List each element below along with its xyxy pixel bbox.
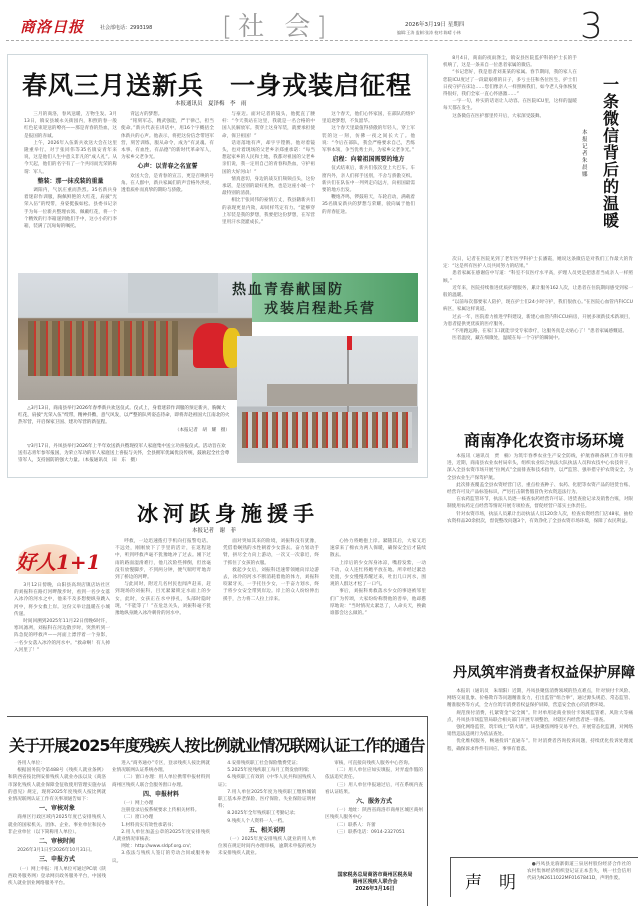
paragraph: 呼救，一边迅速拨打手机向打报警电话。不远处，刚刚放下了手里的活计，在返程途中，听到呼救声毫不犹豫地冲了过去。刚下过雨的路面湿滑难行，他几次险些摔倒，但丝毫没有放慢脚步，不到两分钟，便气喘吁吁地奔到了桥边的河畔。 <box>115 539 211 581</box>
subheading: 启程：向着祖国需要的地方 <box>332 156 405 164</box>
photo-credit-2: （本报通讯员 田 东 摄） <box>82 458 140 464</box>
paragraph: 7.用人单位2025年度为残疾职工缴纳城镇职工基本养老保险、医疗保险、失业保险证明材料； <box>218 789 316 810</box>
danfeng-body <box>447 688 633 840</box>
paragraph: “铭刻军志，精武强能，严于律己，担当使命。”新兵代表在讲话中，用16个字概括全体新兵的心声。他表示，将把这份信念带进军营，刻苦训练，服从命令，成为“有灵魂、有本事、有血性、有品德”的新时代革命军人，为家乡父老争光。 <box>121 119 214 161</box>
paragraph: 时间回溯到2025年11月22日傍晚6时许，寒风凛冽，刘振科在河边散步时，突然听到一阵急促的呼救声——河面上漂浮着一个身影，一名少女落入冰冷的河水中。“救命啊！有人掉入河里了！” <box>14 619 110 653</box>
paragraph: 欢送大会，是青春的宣言，更是召唤的号角。在人群中，新兵家属们的声音格外洪亮，透着质朴而真挚的期盼与骄傲。 <box>121 173 214 194</box>
rescue-byline: 本报记者 谢 菲 <box>192 528 237 534</box>
paragraph: 针对农资市场，执法人员累计出动执法人员120余人次，检查农资经营门店48家，抽检农资样品20余批次，督促整改问题3个，有效净化了全县农资市场环境，保障了农民利益。 <box>447 511 633 524</box>
paragraph: 5.2025年度残疾职工每月工资发放明细； <box>227 768 313 774</box>
paragraph: （二）联系人：许蕾 <box>334 822 376 828</box>
text-column <box>8 760 106 897</box>
photo-soldiers-square <box>237 336 418 463</box>
text-column <box>24 111 117 251</box>
shangnan-headline: 商南净化农资市场环境 <box>464 431 625 450</box>
paragraph: 鞭炮齐鸣，锣鼓喧天，车轮启动，满载着35名镇安新兵的梦想与荣耀，驶向属于他们的青春征途。 <box>322 195 415 215</box>
text-column <box>14 582 110 692</box>
paragraph: 三月的商洛，春风送暖，万物生发。3月13日，镇安县城永关街园内，和煦的春一般红色花束迎送的嘹亮——那是青春的热血，这是报国的赤诚。 <box>24 112 117 139</box>
text-column <box>112 760 210 897</box>
paragraph: “不用跑远路，在家门口就能享受专家诊疗，这服务真是太贴心了！”患者家属感慨道。 <box>452 329 627 335</box>
page-number: 3 <box>580 6 603 47</box>
section-title: [社 会] <box>222 12 333 42</box>
statement-title: 声 明 <box>465 873 516 893</box>
paragraph: 与此同时，附近几名村民也闻声赶来，赶到现场的刘振科，目光紧紧锁定水面上的少女，此时，女孩正在水中挣扎，头部时隐时现，“不能等了！”在危急关头，刘振科毫不犹豫地纵身跳入冰冷刺骨的河水中。 <box>115 582 211 617</box>
lead-byline: 本报通讯员 夏泽梅 李 雨 <box>175 101 247 107</box>
paragraph: 近年来，医院持续推进优质护理服务，累计服务162人次，让患者在住院期间感受到家一般的温暖。 <box>443 285 633 299</box>
paragraph: （一）2025年度安排残疾人就业的用人单位须在规定时间内办理审核，逾期未申报的视为未安排残疾人就业。 <box>218 837 316 857</box>
paragraph: 面对突如其来的险境，刘振科没有犹豫，凭借着娴熟的水性朝着少女游去。奋力划动手臂，拼尽全力向上游动，一次又一次靠近，终于抓住了女孩的衣服。 <box>223 539 319 566</box>
photo-caption-1: △3月13日，商南县举行2026年春季新兵欢送仪式。仪式上，身着迷彩作训服的预定新兵，胸佩大红花，肩披“光荣入伍”绶带，精神抖擞，意气风发，以严整的队列姿态待命，即将奔赴祖国大江南北的火热军营，开启保家卫国、建功军营的新征程。 （本报记者 胡 耀 摄） <box>18 406 230 433</box>
issue-date: 2026年3月19日 星期四 <box>405 22 465 28</box>
paragraph: 此次排查覆盖全县农资经营门店，重点检查种子、农药、化肥等农资产品的进货台账、经营许可及产品标签标识，严厉打击制售假冒伪劣农资违法行为。 <box>447 482 633 496</box>
paragraph: 8.2025年全年残疾职工考勤记录； <box>227 811 299 817</box>
paragraph: 商州区行政区域内2025年度已安排残疾人就业的国家机关、团体、企业、事业单位和民办非企业单位（以下简称用人单位）。 <box>8 815 106 835</box>
paragraph: 事后，刘振科勇救落水少女的事迹被邻里们广为传颂，大家纷纷称赞他的善举，他却憨厚地说：“当时情况太紧急了，人命关天，换做谁都会这么做的。” <box>330 589 426 617</box>
statement-body: ●丹凤县龙驹寨街道三泉居村股份经济合作社的农村集体经济组织登记证正本丢失，统一社会信用代码为N2611022MF0167841D，声明作废。 <box>527 862 631 882</box>
paragraph: 相比于张同伟的豪情万丈，我县籍新兵们的表现更显内敛，却同样笃定有力。“能够穿上军装是我的梦想，我要把这份梦想，在军营里用汗水浇灌成长。” <box>222 198 315 226</box>
paragraph: 心协力将她抱上岸。紧随其后，大家又迅速拿来了棉衣为两人保暖，确保安全后才陆续散去。 <box>330 539 426 559</box>
paragraph: （二）用人单位应如实填报，对弄虚作假的依法追究责任。 <box>325 768 423 781</box>
paragraph: （一）网上办理 <box>121 801 154 807</box>
text-column <box>330 538 426 692</box>
department-phone: 社会部电话：2993198 <box>100 25 153 31</box>
paragraph: （二）窗口办理：用人单位携带申报材料到商州区残疾人联合会服务窗口办理。 <box>112 775 210 788</box>
shangnan-body <box>447 453 633 633</box>
paragraph: 网址：http://www.sldpf.org.cn/； <box>121 844 195 850</box>
paragraph: “书记您好，我是患者刘某某的家属。春节期间，我的家人在您院ICU度过了一段最艰难的日子，多亏主任和各位医生、护士们日夜守护在床边……您们像亲人一样照顾我们，如今老人身体恢复得很好，我们全家一直心怀感激……” <box>443 70 577 98</box>
paragraph: “以前每次都要家人陪护，现在护士们24小时守护，我们很放心。”在医院心血管内科CCU病区，家属这样说道。 <box>443 300 633 313</box>
text-column <box>218 760 316 897</box>
paragraph: 各用人单位： <box>17 761 45 766</box>
subheading: 整装：那一抹戎装的重量 <box>37 177 104 185</box>
paragraph: 救起少女后，刘振科迅速带领她向岸边游去，冰冷的河水不断消耗着他的体力，刘振科咬紧牙关，一手托住少女，一手奋力划水，终于将少女安全带到岸边。岸上的众人纷纷伸出援手，合力将二人拉上岸来。 <box>223 567 319 602</box>
paragraph: 一字一句，朴实的话语让人动容。在医院ICU里，这样的温暖每天都在发生。 <box>443 99 577 112</box>
paragraph: 话语落地有声，却字字铿锵。他对着镜头，也对着现场的父老乡亲郑重承诺：“每当想起家乡的人民和土地，我都对祖国的父老乡亲们说，我一定用自己的青春和热血，守护祖国的大好河山！” <box>222 140 315 175</box>
paragraph: 3.依法与残疾人签订的劳动合同或服务协议。 <box>112 851 210 864</box>
paragraph: 1.材料真实有效性承诺书； <box>121 822 177 828</box>
paragraph: 优化维权服务，畅通投诉“直通车”。针对消费者咨询投诉问题，持续优化投诉处理流程，确保诉求件件有回应、事事有着落。 <box>447 739 633 752</box>
paragraph: 9.残疾人个人资料一人一档。 <box>227 818 287 824</box>
wechat-body-top <box>443 55 577 253</box>
subheading: 三、申报方式 <box>38 856 75 864</box>
subheading: 二、审核时间 <box>38 838 75 846</box>
paragraph: （二）窗口办理 <box>121 815 154 821</box>
header-divider <box>6 40 632 41</box>
text-column <box>115 538 211 692</box>
paragraph: 6.残疾职工有效的《中华人民共和国残疾人证》； <box>218 775 316 788</box>
text-column <box>222 111 315 251</box>
photo-caption-2: ▽3月17日，丹凤县举行2026年上半年欢送新兵暨现役军人家庭集中送立功喜报仪式。活动旨在欢送有志青年参军报国，为荣立军功的军人家庭送上喜报与关怀，全县拥军优属优良传统，鼓励起全社会尊崇军人，支持国防的强大力量。（本报通讯员 田 东 摄） <box>18 444 230 464</box>
notice-signers: 国家税务总局商洛市商州区税务局 商州区残疾人联合会 2026年3月16日 <box>337 872 413 892</box>
paragraph: 情真意切，身边的战友们频频点头，这份承诺，是送别的最好礼物，也是这座小城一个最特别的清晨。 <box>222 176 315 197</box>
paragraph: 与豪迈。面对记者的镜头，他挺直了腰杆：“今天我站在这里，我就是一名合格的中国人民解放军。我穿上这身军装，就要承担使命，保卫祖国！” <box>222 112 315 139</box>
good-people-logo: 好人1+1 <box>10 540 102 576</box>
paragraph: 3月12日傍晚，山阳县高坝店镇店坊社区的刘振科在路灯河畔散步时，看到一名少女落入冰冷的河水之中，他来不及多想便纵身跳入河中，将少女救上岸。这份义举让温暖在小城传递。 <box>14 583 110 617</box>
wechat-body-bottom <box>443 256 633 414</box>
paragraph: 过去一年，医院着力推进学科建设，新建心血管内科CCU病房，开展多项新技术新项目，为患者提供更优质的医疗服务。 <box>443 314 633 327</box>
photo-banner-line2: 戎装启程赴兵营 <box>264 301 376 317</box>
wechat-headline: 一条微信背后的温暖 <box>603 75 620 230</box>
subheading: 心声：以青春之名宣誓 <box>137 163 198 171</box>
photo-banner-line1: 热血青春献国防 <box>232 282 344 298</box>
paragraph: 患者家属在感谢信中写道：“科室不仅医疗水平高，护理人员更是把患者当成亲人一样照顾。” <box>443 271 633 284</box>
paragraph: 上岸后的少女浑身冰凉，嘴唇发紫，一动不动，众人连忙将她平放在地。所幸经过紧急处置，少女慢慢苏醒过来，吐出几口河水，围观的人群这才松了一口气。 <box>330 560 426 588</box>
paragraph: 背远方的梦想。 <box>130 112 163 117</box>
paragraph: 次日，记者在医院见到了老年医学科护士长潘霞，她说这条微信是对我们工作最大的肯定：“这是所有医护人员共同努力的结果。” <box>443 257 633 270</box>
danfeng-headline: 丹凤筑牢消费者权益保护屏障 <box>453 665 635 681</box>
paragraph: 这个春天，他们心怀家国，在部队的熔炉里追逐梦想，不负韶华。 <box>322 112 415 125</box>
subheading: 一、审核对象 <box>38 805 75 813</box>
wechat-byline: 本报记者 朱晨娜 <box>582 130 594 178</box>
paragraph: 在农药监管环节，执法人员逐一核查农药经营许可证、进货查验记录及销售台账，对限制使用农药定点经营等情况开展专项检查，督促经营户落实主体责任。 <box>447 497 633 510</box>
text-column <box>322 111 415 251</box>
paragraph: 注册登录后按系统要求上传相关材料。 <box>121 808 200 814</box>
paragraph: 2.用人单位加盖公章的2025年度安排残疾人就业情况审核表； <box>112 829 210 843</box>
paragraph: 根据国务院令第488号《残疾人就业条例》和陕西省按比例安排残疾人就业办法以及《商洛市深化残疾人就业保障金征收使用管理实施办法的意见》规定，现将2025年度残疾人按比例就业情况联网认证工作有关事项通告如下： <box>8 768 106 803</box>
paragraph: （一）地址：陕西省商洛市商州区城区商州区残疾人服务中心 <box>325 808 423 821</box>
lead-headline: 春风三月送新兵 一身戎装启征程 <box>22 71 413 100</box>
paragraph: 本报讯（通讯员 朱瑞阳）近期，丹凤县聚焦消费领域的热点难点，针对预付卡风险、网络交易乱象、价格欺诈等问题精准发力，打出监管“组合拳”，通过源头规范、常态监管、精准服务等方式，全方位筑牢消费者权益保护屏障，营造安全放心的消费环境。 <box>447 689 633 709</box>
paragraph: 8月4日，商南的夜雨涤尘，镇安县医院监护科的护士长的手机响了，这是一条来自一位患者家属的微信。 <box>443 56 577 69</box>
paragraph: （三）联系电话：0914-2327051 <box>334 829 405 835</box>
paragraph: 仪式结束后，新兵们依次登上大巴车。车窗内外，亲人们挥手送别，不舍与骄傲交织。新兵们在队伍中一列列走向远方，向祖国最需要的地方出发。 <box>322 166 415 194</box>
rescue-headline: 冰河跃身施援手 <box>137 502 319 526</box>
paragraph: 2026年3月1日至2026年10月31日。 <box>17 848 95 854</box>
subheading: 六、服务方式 <box>355 798 392 806</box>
paragraph: 4.安排残疾职工社会保险缴费凭证； <box>227 761 301 766</box>
paragraph: 审核，可直接向残疾人服务中心咨询。 <box>334 761 413 766</box>
subheading: 四、申报材料 <box>142 790 179 798</box>
paragraph: 进入“商务通办”专区，登录残疾人按比例就业情况联网认证系统办理。 <box>112 761 210 774</box>
paragraph: 这个春天里最值得骄傲的年轻人，穿上军装的这一刻，仿佛一夜之间长大了。他说：“今后在部队，我会严格要求自己，苦练军事本领，争当优秀士兵，为家乡父老争光。” <box>322 126 415 154</box>
subheading: 五、相关说明 <box>248 826 285 834</box>
paragraph: 这条微信在医护群里传开后，大家深受鼓舞。 <box>452 113 545 119</box>
paragraph: 本报讯（通讯员 贾 楠）为筑牢春季农业生产安全防线，护航春耕备耕工作有序推进，近期，商南县农业农村局牵头，组织农业综合执法大队执法人员和农技中心农技骨干，深入全县农资市场开展“拉网式”全面排查和技术指导，以严监管、强举措守护农资安全，为全县农业生产保驾护航。 <box>447 454 633 481</box>
newspaper-logo: 商洛日报 <box>20 18 85 36</box>
paragraph: 上午，2026年入伍新兵欢送大会在这里隆重举行。对于张同伟等35名镇安青年来说，这是他们人生中意义非凡的“成人礼”。从今天起，他们的名字有了一个共同而光荣的称谓：军人。 <box>24 140 117 175</box>
text-column <box>121 111 214 251</box>
text-column <box>223 538 319 692</box>
paragraph: 调阳内，气氛庄重而热烈。35名新兵身着迷彩作训服，胸佩鲜艳的大红花，肩披“光荣入伍”的绶带，身姿挺拔如松。县委书记亲手为每一位新兵整理衣领、佩戴红花，将一个个精致的行李箱递到他们手中，这小小的行李箱，装满了沉甸甸的嘱托。 <box>24 188 117 230</box>
paragraph: 规范预付消费，扎紧资金“安全阀”。针对单用途商业预付卡领域监管难、风险大等痛点，丹凤县市场监管局联合相关部门开展专项整治，对辖区内经营者逐一排查。 <box>447 710 633 723</box>
paragraph: 强化网络监管，筑牢线上“防火墙”。该县聚焦网络交易平台，开展常态化监测，对网络销售违法违规行为依法查处。 <box>447 725 633 738</box>
photo-soldiers-lion-dance <box>18 273 252 400</box>
text-column <box>325 760 423 870</box>
editor-credits: 编辑:王涛 监制:张涛 校对:陈晴 小林 <box>397 30 461 35</box>
paragraph: （一）网上申报：用人单位可通过PC端（陕西政务服务网）登录网页政务服务平台，中国残疾人就业创业网络服务平台。 <box>8 866 106 887</box>
photo-credit-1: （本报记者 胡 耀 摄） <box>174 427 230 433</box>
paragraph: 医者温度，藏在细微处，温暖在每一个守护的瞬间中。 <box>452 336 563 342</box>
notice-title: 关于开展2025年度残疾人按比例就业情况联网认证工作的通告 <box>9 736 425 755</box>
paragraph: （三）用人单位申报通过后，可在系统内查看认证结果。 <box>325 782 423 795</box>
